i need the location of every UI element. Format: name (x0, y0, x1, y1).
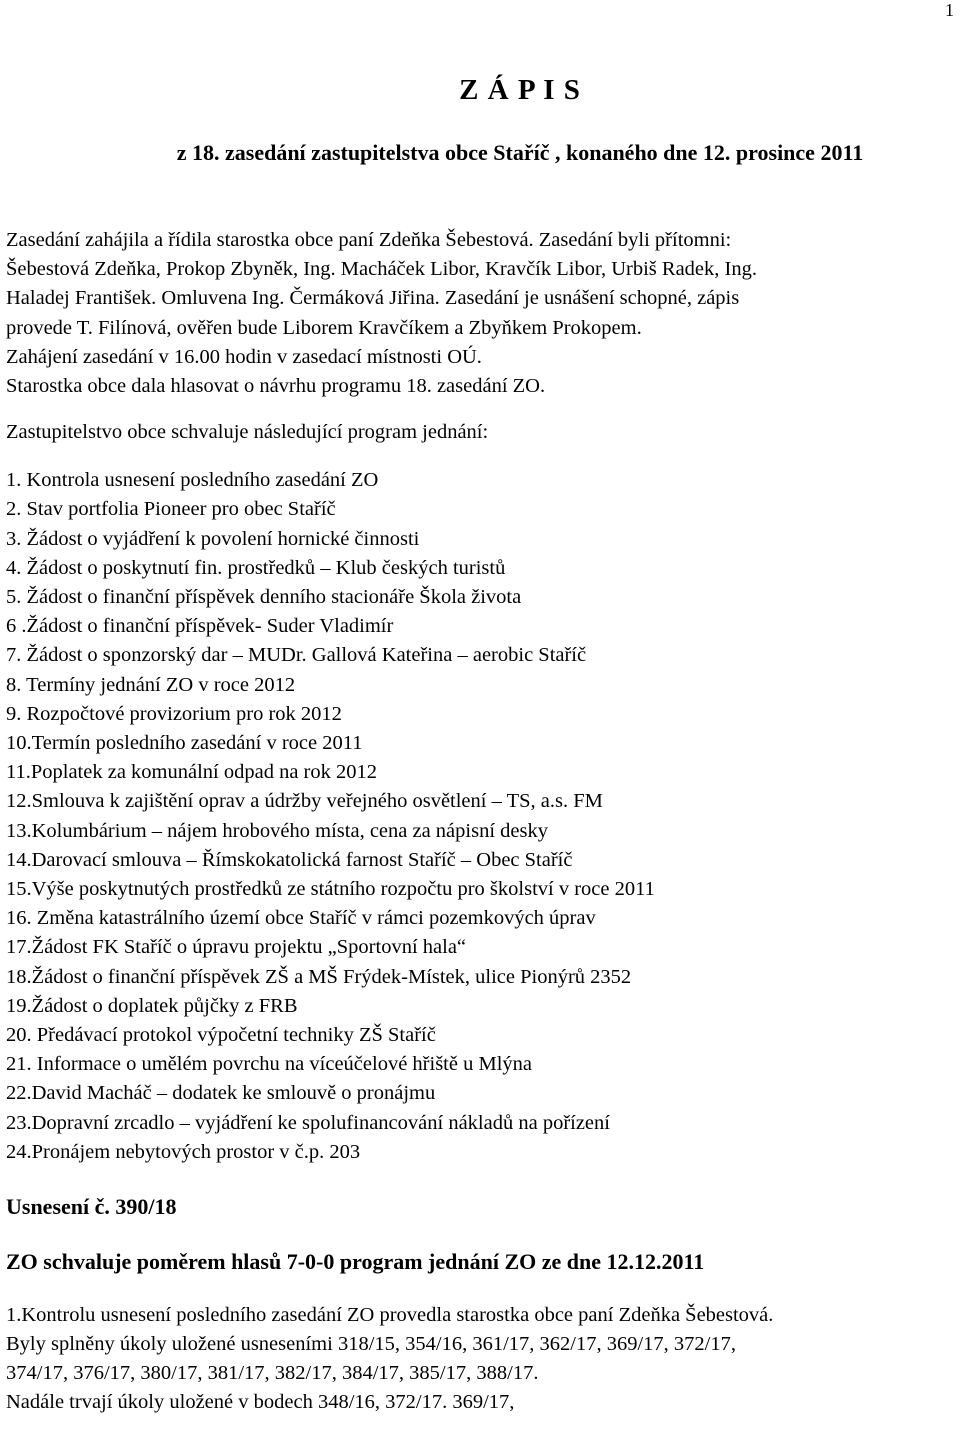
program-item: 10.Termín posledního zasedání v roce 2011 (6, 732, 363, 755)
program-item: 13.Kolumbárium – nájem hrobového místa, cena za nápisní desky (6, 819, 548, 842)
intro-line: Zahájení zasedání v 16.00 hodin v zasedací místnosti OÚ. (6, 345, 482, 368)
program-item: 24.Pronájem nebytových prostor v č.p. 203 (6, 1140, 361, 1163)
control-paragraph (6, 1301, 951, 1417)
program-item: 9. Rozpočtové provizorium pro rok 2012 (6, 702, 342, 725)
program-item: 6 .Žádost o finanční příspěvek- Suder Vladimír (6, 615, 394, 638)
program-item: 8. Termíny jednání ZO v roce 2012 (6, 673, 296, 696)
intro-line: provede T. Filínová, ověřen bude Liborem Kravčíkem a Zbyňkem Prokopem. (6, 316, 642, 339)
program-item: 21. Informace o umělém povrchu na víceúčelové hřiště u Mlýna (6, 1053, 532, 1076)
program-item: 14.Darovací smlouva – Římskokatolická farnost Staříč – Obec Staříč (6, 848, 573, 871)
program-item: 19.Žádost o doplatek půjčky z FRB (6, 994, 298, 1017)
document-content (6, 226, 951, 1417)
program-item: 15.Výše poskytnutých prostředků ze státního rozpočtu pro školství v roce 2011 (6, 878, 655, 901)
program-item: 17.Žádost FK Staříč o úpravu projektu „Sportovní hala“ (6, 936, 467, 959)
document-subtitle: z 18. zasedání zastupitelstva obce Staříč , konaného dne 12. prosince 2011 (176, 140, 864, 165)
page-number: 1 (945, 0, 954, 20)
program-item: 16. Změna katastrálního území obce Staříč v rámci pozemkových úprav (6, 907, 596, 930)
program-list (6, 466, 951, 1167)
intro-line: Starostka obce dala hlasovat o návrhu programu 18. zasedání ZO. (6, 375, 546, 398)
program-item: 2. Stav portfolia Pioneer pro obec Staříč (6, 498, 336, 521)
intro-line: Haladej František. Omluvena Ing. Čermáková Jiřina. Zasedání je usnášení schopné, zápis (6, 287, 740, 310)
body-line: Nadále trvají úkoly uložené v bodech 348/16, 372/17. 369/17, (6, 1391, 515, 1414)
intro-line: Šebestová Zdeňka, Prokop Zbyněk, Ing. Macháček Libor, Kravčík Libor, Urbiš Radek, Ing. (6, 258, 757, 281)
program-item: 18.Žádost o finanční příspěvek ZŠ a MŠ Frýdek-Místek, ulice Pionýrů 2352 (6, 965, 632, 988)
resolution-text: ZO schvaluje poměrem hlasů 7-0-0 program jednání ZO ze dne 12.12.2011 (6, 1249, 705, 1275)
body-line: 1.Kontrolu usnesení posledního zasedání ZO provedla starostka obce paní Zdeňka Šebestová. (6, 1304, 774, 1327)
program-item: 23.Dopravní zrcadlo – vyjádření ke spolufinancování nákladů na pořízení (6, 1111, 610, 1134)
program-item: 22.David Macháč – dodatek ke smlouvě o pronájmu (6, 1082, 436, 1105)
program-item: 4. Žádost o poskytnutí fin. prostředků – Klub českých turistů (6, 556, 506, 579)
intro-paragraph (6, 226, 951, 401)
body-line: 374/17, 376/17, 380/17, 381/17, 382/17, 384/17, 385/17, 388/17. (6, 1362, 539, 1385)
document-title: Z Á P I S (459, 74, 581, 106)
program-question: Zastupitelstvo obce schvaluje následující program jednání: (6, 421, 489, 444)
resolution-number: Usnesení č. 390/18 (6, 1194, 177, 1220)
program-item: 20. Předávací protokol výpočetní techniky ZŠ Staříč (6, 1024, 436, 1047)
program-item: 3. Žádost o vyjádření k povolení hornické činnosti (6, 527, 420, 550)
body-line: Byly splněny úkoly uložené usneseními 318/15, 354/16, 361/17, 362/17, 369/17, 372/17, (6, 1333, 736, 1356)
program-item: 1. Kontrola usnesení posledního zasedání ZO (6, 469, 379, 492)
program-item: 7. Žádost o sponzorský dar – MUDr. Gallová Kateřina – aerobic Staříč (6, 644, 587, 667)
program-item: 12.Smlouva k zajištění oprav a údržby veřejného osvětlení – TS, a.s. FM (6, 790, 603, 813)
program-item: 11.Poplatek za komunální odpad na rok 2012 (6, 761, 378, 784)
program-item: 5. Žádost o finanční příspěvek denního stacionáře Škola života (6, 586, 522, 609)
intro-line: Zasedání zahájila a řídila starostka obce paní Zdeňka Šebestová. Zasedání byli přítomni: (6, 229, 732, 251)
